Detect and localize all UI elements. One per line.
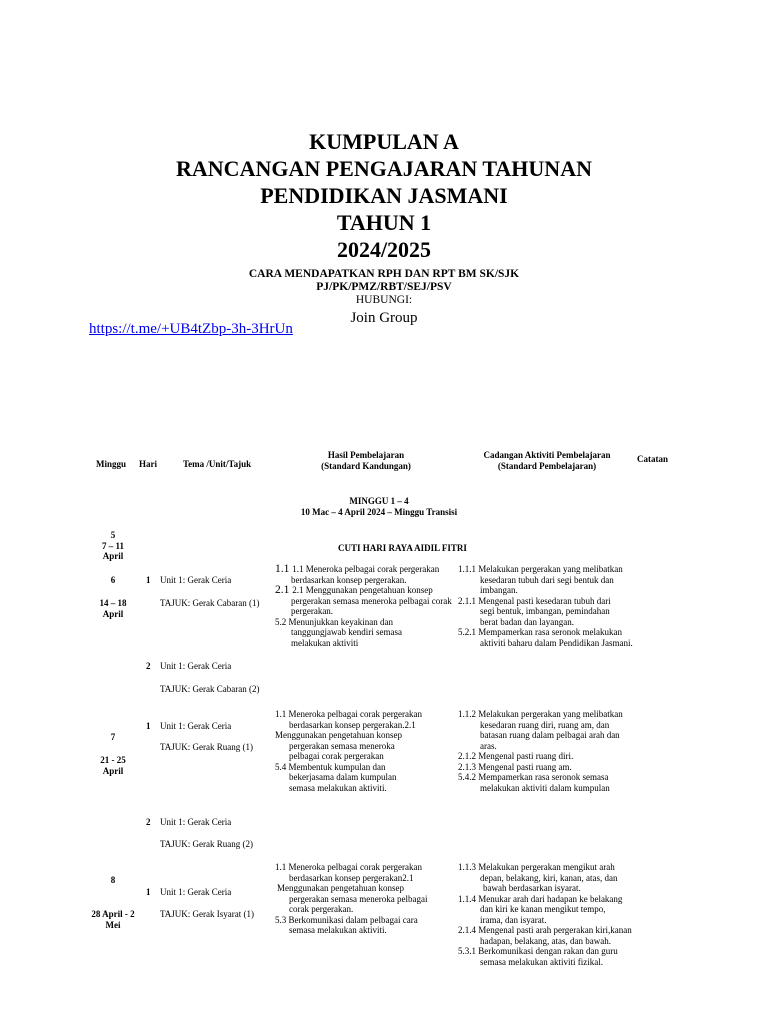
week-5-label bbox=[93, 530, 133, 562]
title-line-2: RANCANGAN PENGAJARAN TAHUNAN bbox=[176, 156, 592, 181]
hasil-line: berdasarkan konsep pergerakan. bbox=[291, 574, 407, 585]
week-6-number: 6 bbox=[110, 575, 116, 585]
row5-tajuk: TAJUK: Gerak Isyarat (1) bbox=[160, 909, 254, 919]
cadangan-line: aras. bbox=[480, 740, 497, 751]
header-hasil-line-1: Hasil Pembelajaran bbox=[327, 450, 405, 460]
header-hasil bbox=[300, 450, 432, 471]
row5-cadangan bbox=[458, 862, 632, 967]
hasil-line: tanggungjawab kendiri semasa bbox=[291, 627, 402, 637]
row3-hari: 1 bbox=[146, 721, 151, 731]
telegram-link[interactable]: https://t.me/+UB4tZbp-3h-3HrUn bbox=[89, 321, 293, 337]
row1-unit: Unit 1: Gerak Ceria bbox=[160, 575, 232, 585]
row1-tajuk: TAJUK: Gerak Cabaran (1) bbox=[160, 598, 260, 608]
row5-hari: 1 bbox=[146, 887, 151, 897]
promo-line-2: PJ/PK/PMZ/RBT/SEJ/PSV bbox=[316, 281, 452, 293]
section-line-1: MINGGU 1 – 4 bbox=[349, 496, 409, 506]
join-label: Join Group bbox=[350, 310, 418, 326]
row3-hasil bbox=[275, 709, 422, 793]
cadangan-line: 2.1.4 Mengenal pasti arah pergerakan kiri,kanan bbox=[458, 925, 632, 935]
week-7-number: 7 bbox=[110, 732, 116, 742]
hasil-line: berdasarkan konsep pergerakan2.1 bbox=[289, 872, 414, 883]
hasil-line: 1.1 Meneroka pelbagai corak pergerakan bbox=[275, 862, 423, 872]
row1-hasil: 1.1 1.1 Meneroka pelbagai corak pergerakan berdasarkan konsep pergerakan. 2.1 2.1 Menggunakan pengetahuan konsep pergerakan semasa meneroka pelbagai corak pergerakan. 5.2 Menunjukkan keyakinan dan tanggungjawab kendiri semasa melakukan aktiviti bbox=[275, 563, 452, 648]
cadangan-line: 1.1.3 Melakukan pergerakan mengikut arah bbox=[458, 862, 615, 872]
week-month: April bbox=[102, 765, 124, 776]
hasil-line: berdasarkan konsep pergerakan.2.1 bbox=[289, 719, 416, 730]
cadangan-line: dan kiri ke kanan mengikut tempo, bbox=[480, 904, 606, 914]
cadangan-line: 2.1.3 Mengenal pasti ruang am. bbox=[458, 761, 572, 772]
cadangan-line: 5.2.1 Mempamerkan rasa seronok melakukan bbox=[458, 627, 622, 637]
week-8-dates bbox=[88, 909, 138, 930]
section-line-2: 10 Mac – 4 April 2024 – Minggu Transisi bbox=[300, 506, 458, 517]
week-dates: 7 – 11 bbox=[101, 540, 124, 551]
header-hasil-line-2: (Standard Kandungan) bbox=[321, 460, 411, 471]
hasil-line: pelbagai corak pergerakan bbox=[289, 751, 384, 761]
row5-unit: Unit 1: Gerak Ceria bbox=[160, 887, 232, 897]
hasil-line: 1.1 Meneroka pelbagai corak pergerakan bbox=[275, 709, 423, 719]
hasil-line: pergerakan semasa meneroka pelbagai bbox=[289, 893, 428, 904]
row4-hari: 2 bbox=[146, 817, 151, 827]
header-cadangan-line-1: Cadangan Aktiviti Pembelajaran bbox=[483, 450, 611, 460]
cadangan-line: semasa melakukan aktiviti fizikal. bbox=[480, 956, 603, 967]
row1-hari: 1 bbox=[146, 575, 151, 585]
hasil-line: pergerakan. bbox=[291, 606, 334, 616]
cadangan-line: melakukan aktiviti dalam kumpulan bbox=[480, 782, 610, 793]
cadangan-line: 2.1.2 Mengenal pasti ruang diri. bbox=[458, 751, 574, 761]
header-tema: Tema /Unit/Tajuk bbox=[183, 459, 252, 469]
row3-unit: Unit 1: Gerak Ceria bbox=[160, 721, 232, 731]
cadangan-line: 1.1.2 Melakukan pergerakan yang melibatkan bbox=[458, 709, 623, 719]
row1-cadangan bbox=[458, 564, 633, 648]
holiday-label: CUTI HARI RAYA AIDIL FITRI bbox=[338, 543, 467, 553]
hasil-line: bekerjasama dalam kumpulan bbox=[289, 772, 397, 782]
hasil-line: melakukan aktiviti bbox=[291, 637, 359, 648]
cadangan-line: aktiviti baharu dalam Pendidikan Jasmani. bbox=[480, 637, 633, 648]
cadangan-line: berat badan dan layangan. bbox=[480, 616, 574, 627]
week-dates: 28 April - 2 bbox=[91, 909, 135, 919]
cadangan-line: 2.1.1 Mengenal pasti kesedaran tubuh dari bbox=[458, 595, 611, 606]
cadangan-line: irama, dan isyarat. bbox=[480, 914, 547, 925]
row4-tajuk: TAJUK: Gerak Ruang (2) bbox=[160, 839, 254, 849]
cadangan-line: 1.1.4 Menukar arah dari hadapan ke belakang bbox=[458, 893, 623, 904]
row3-cadangan bbox=[458, 709, 623, 793]
row3-tajuk: TAJUK: Gerak Ruang (1) bbox=[160, 742, 254, 752]
cadangan-line: batasan ruang dalam pelbagai arah dan bbox=[480, 730, 620, 740]
cadangan-line: imbangan. bbox=[480, 585, 518, 595]
hasil-line: 1.1 Meneroka pelbagai corak pergerakan bbox=[292, 564, 440, 574]
title-line-1: KUMPULAN A bbox=[309, 129, 459, 154]
hasil-line: 5.3 Berkomunikasi dalam pelbagai cara bbox=[275, 914, 418, 925]
week-dates: 14 – 18 bbox=[99, 598, 127, 608]
cadangan-line: bawah berdasarkan isyarat. bbox=[483, 883, 581, 893]
row4-unit: Unit 1: Gerak Ceria bbox=[160, 817, 232, 827]
promo-line-1: CARA MENDAPATKAN RPH DAN RPT BM SK/SJK bbox=[248, 268, 520, 280]
contact-label: HUBUNGI: bbox=[355, 294, 413, 306]
week-month: April bbox=[102, 608, 124, 619]
week-number: 5 bbox=[110, 530, 116, 540]
header-cadangan-line-2: (Standard Pembelajaran) bbox=[497, 460, 597, 471]
hasil-line: pergerakan semasa meneroka pelbagai corak bbox=[291, 595, 452, 606]
cadangan-line: 5.3.1 Berkomunikasi dengan rakan dan guru bbox=[458, 946, 618, 956]
cadangan-line: depan, belakang, kiri, kanan, atas, dan bbox=[480, 872, 618, 883]
header-minggu: Minggu bbox=[96, 459, 127, 469]
row2-hari: 2 bbox=[146, 661, 151, 671]
section-heading bbox=[279, 496, 479, 517]
cadangan-line: segi bentuk, imbangan, pemindahan bbox=[480, 606, 610, 616]
row2-unit: Unit 1: Gerak Ceria bbox=[160, 661, 232, 671]
title-line-4: TAHUN 1 bbox=[336, 210, 432, 235]
row5-hasil bbox=[275, 862, 428, 936]
hasil-line: corak pergerakan. bbox=[289, 904, 354, 914]
week-dates: 21 - 25 bbox=[100, 755, 126, 765]
hasil-line: semasa melakukan aktiviti. bbox=[289, 782, 387, 793]
title-line-5: 2024/2025 bbox=[336, 237, 432, 262]
cadangan-line: kesedaran ruang diri, ruang am, dan bbox=[480, 719, 610, 730]
cadangan-line: 1.1.1 Melakukan pergerakan yang melibatkan bbox=[458, 564, 623, 574]
cadangan-line: 5.4.2 Mempamerkan rasa seronok semasa bbox=[458, 772, 609, 782]
week-month: April bbox=[102, 551, 124, 561]
hasil-line: Menggunakan pengetahuan konsep bbox=[275, 730, 402, 740]
hasil-line: 2.1 Menggunakan pengetahuan konsep bbox=[292, 585, 433, 595]
week-8-number: 8 bbox=[110, 875, 116, 885]
header-catatan: Catatan bbox=[637, 454, 668, 464]
hasil-line: Menggunakan pengetahuan konsep bbox=[277, 883, 404, 893]
header-hari: Hari bbox=[139, 459, 157, 469]
week-month: Mei bbox=[105, 919, 121, 930]
document-header bbox=[0, 128, 768, 328]
hasil-line: semasa melakukan aktiviti. bbox=[289, 925, 387, 935]
cadangan-line: hadapan, belakang, atas, dan bawah. bbox=[480, 935, 611, 946]
week-6-dates bbox=[93, 598, 133, 619]
hasil-line: 5.2 Menunjukkan keyakinan dan bbox=[275, 616, 393, 627]
title-line-3: PENDIDIKAN JASMANI bbox=[260, 183, 508, 208]
week-7-dates bbox=[93, 755, 133, 776]
row2-tajuk: TAJUK: Gerak Cabaran (2) bbox=[160, 684, 260, 694]
header-cadangan bbox=[477, 450, 617, 471]
hasil-line: 5.4 Membentuk kumpulan dan bbox=[275, 761, 386, 772]
hasil-line: pergerakan semasa meneroka bbox=[289, 740, 395, 751]
cadangan-line: kesedaran tubuh dari segi bentuk dan bbox=[480, 574, 614, 585]
